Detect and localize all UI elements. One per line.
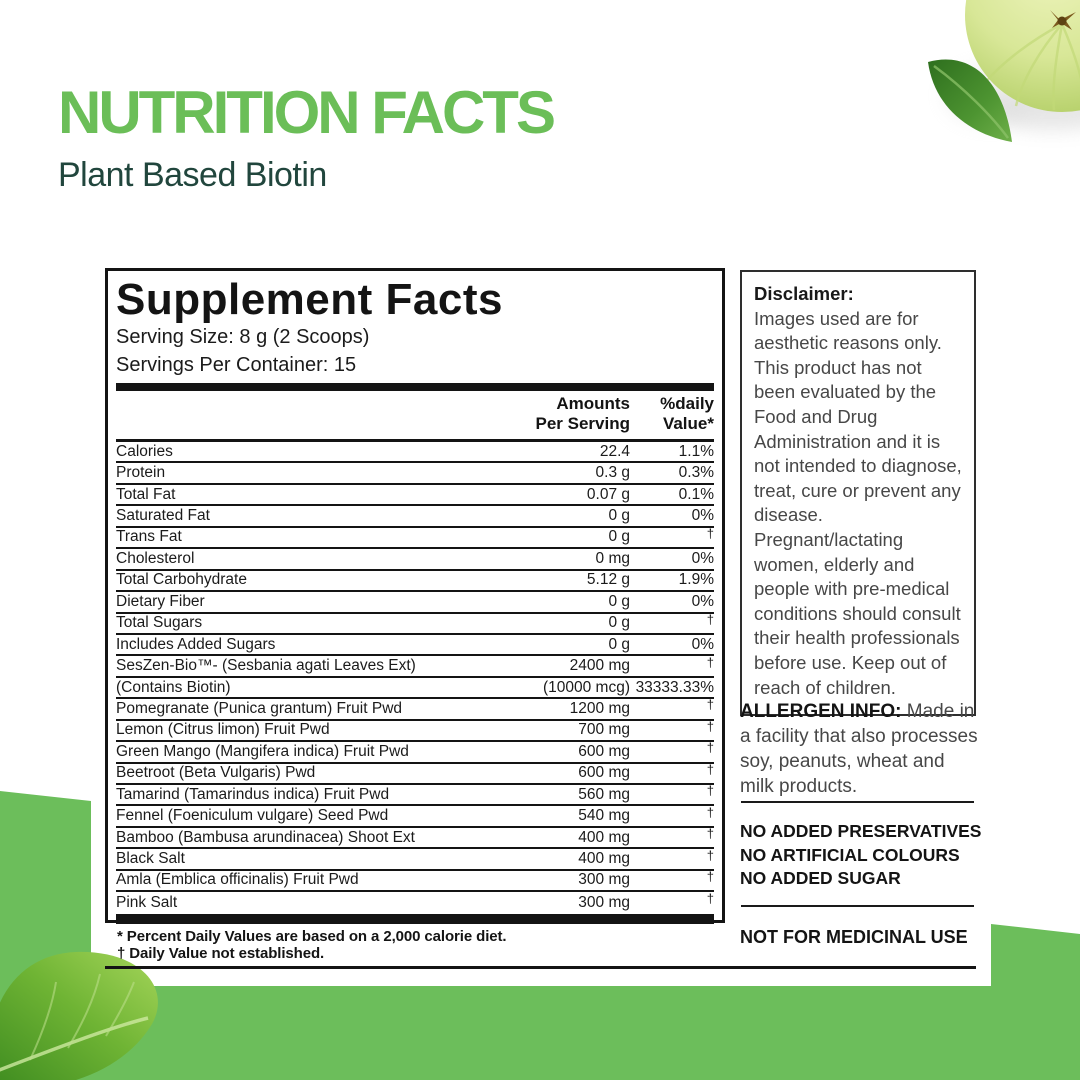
ingredient-name: Includes Added Sugars [116, 635, 276, 653]
table-row [116, 463, 714, 484]
ingredient-amount: 0 mg [595, 549, 630, 567]
page-subtitle: Plant Based Biotin [58, 156, 327, 194]
ingredient-daily-value: † [706, 611, 714, 627]
ingredient-amount: 0.07 g [586, 485, 630, 503]
ingredient-daily-value: † [706, 718, 714, 734]
ingredient-amount: (10000 mcg) [542, 678, 630, 696]
supplement-rows [116, 442, 714, 914]
ingredient-name: Pink Salt [116, 893, 178, 911]
ingredient-name: Beetroot (Beta Vulgaris) Pwd [116, 764, 316, 782]
ingredient-amount: 0.3 g [595, 464, 630, 482]
ingredient-daily-value: † [706, 804, 714, 820]
ingredient-amount: 5.12 g [586, 571, 630, 589]
allergen-text: Made in a facility that also processes soy, peanuts, wheat and milk products. [740, 701, 978, 797]
disclaimer-title: Disclaimer: [754, 283, 854, 304]
medicinal-note: NOT FOR MEDICINAL USE [740, 927, 968, 947]
ingredient-daily-value: 0% [691, 507, 714, 525]
footnote-dv-not-established: † Daily Value not established. [117, 945, 325, 962]
page-title: NUTRITION FACTS [58, 79, 553, 146]
ingredient-name: Calories [116, 442, 173, 460]
allergen-label: ALLERGEN INFO: [740, 701, 902, 722]
ingredient-name: Green Mango (Mangifera indica) Fruit Pwd [116, 742, 409, 760]
ingredient-name: Pomegranate (Punica grantum) Fruit Pwd [116, 699, 403, 717]
ingredient-daily-value: † [706, 826, 714, 842]
table-row [116, 506, 714, 527]
ingredient-daily-value: † [706, 847, 714, 863]
table-row [116, 525, 714, 549]
ingredient-daily-value: † [706, 697, 714, 713]
disclaimer-body: Images used are for aesthetic reasons only. This product has not been evaluated by the Food and Drug Administration and it is not intended to diagnose, treat, cure or prevent any disease. Pregnant/lactating women, elderly and people with pre-medical conditions should consult their health professionals before use. Keep out of reach of children. [754, 307, 962, 698]
table-row [116, 699, 714, 720]
ingredient-amount: 0 g [608, 507, 630, 525]
ingredient-name: Lemon (Citrus limon) Fruit Pwd [116, 721, 330, 739]
ingredient-name: Trans Fat [116, 528, 182, 546]
ingredient-amount: 400 mg [578, 850, 630, 868]
bottom-divider [105, 966, 976, 969]
page-header [58, 79, 553, 195]
table-row [116, 442, 714, 463]
ingredient-daily-value: 1.9% [678, 571, 714, 589]
ingredient-daily-value: † [706, 891, 714, 907]
ingredient-amount: 0 g [608, 528, 630, 546]
ingredient-amount: 300 mg [578, 893, 630, 911]
ingredient-name: Protein [116, 464, 166, 482]
ingredient-daily-value: 0.3% [678, 464, 714, 482]
separator-bar-bottom [116, 914, 714, 924]
ingredient-daily-value: 0.1% [678, 485, 714, 503]
ingredient-name: Fennel (Foeniculum vulgare) Seed Pwd [116, 807, 389, 825]
table-row [116, 785, 714, 806]
table-row [116, 635, 714, 656]
table-row [116, 611, 714, 635]
serving-size: Serving Size: 8 g (2 Scoops) [116, 326, 370, 348]
ingredient-amount: 0 g [608, 592, 630, 610]
sidebar-divider-1 [741, 801, 974, 803]
ingredient-daily-value: † [706, 740, 714, 756]
ingredient-name: Cholesterol [116, 549, 195, 567]
table-row [116, 485, 714, 506]
ingredient-amount: 2400 mg [569, 657, 630, 675]
ingredient-daily-value: † [706, 525, 714, 541]
ingredient-name: SesZen-Bio™- (Sesbania agati Leaves Ext) [116, 657, 416, 675]
servings-per-container: Servings Per Container: 15 [116, 353, 357, 376]
table-row [116, 718, 714, 742]
table-row [116, 571, 714, 592]
claims-list [740, 820, 981, 891]
amla-fruit-image [880, 0, 1080, 170]
table-row [116, 549, 714, 570]
ingredient-name: Dietary Fiber [116, 592, 205, 610]
ingredient-name: Total Carbohydrate [116, 571, 247, 589]
ingredient-name: Black Salt [116, 850, 185, 868]
ingredient-amount: 700 mg [578, 721, 630, 739]
ingredient-name: Total Fat [116, 485, 176, 503]
table-row [116, 868, 714, 892]
ingredient-name: Amla (Emblica officinalis) Fruit Pwd [116, 871, 359, 889]
sidebar-divider-2 [741, 905, 974, 907]
ingredient-name: Saturated Fat [116, 507, 210, 525]
table-row [116, 678, 714, 699]
ingredient-daily-value: 1.1% [678, 442, 714, 460]
separator-bar-thick [116, 383, 714, 391]
ingredient-amount: 1200 mg [569, 699, 630, 717]
table-row [116, 892, 714, 913]
allergen-info [740, 699, 980, 799]
ingredient-daily-value: 0% [691, 549, 714, 567]
supplement-facts-panel [105, 268, 725, 923]
table-row [116, 828, 714, 849]
claim-no-artificial-colours: NO ARTIFICIAL COLOURS [740, 844, 960, 865]
ingredient-amount: 0 g [608, 614, 630, 632]
table-row [116, 742, 714, 763]
ingredient-amount: 22.4 [599, 442, 630, 460]
footnotes [117, 928, 507, 962]
ingredient-amount: 600 mg [578, 764, 630, 782]
table-row [116, 806, 714, 827]
ingredient-name: Total Sugars [116, 614, 203, 632]
ingredient-name: Tamarind (Tamarindus indica) Fruit Pwd [116, 785, 390, 803]
table-row [116, 656, 714, 677]
column-header-amounts: Amounts Per Serving [535, 394, 630, 433]
disclaimer-box [740, 270, 976, 716]
table-row [116, 592, 714, 613]
ingredient-daily-value: † [706, 868, 714, 884]
claim-no-preservatives: NO ADDED PRESERVATIVES [740, 821, 982, 841]
ingredient-amount: 400 mg [578, 828, 630, 846]
ingredient-amount: 600 mg [578, 742, 630, 760]
table-row [116, 849, 714, 870]
column-header-daily-value: %daily Value* [660, 394, 714, 433]
supplement-facts-title: Supplement Facts [116, 275, 503, 324]
claim-no-added-sugar: NO ADDED SUGAR [740, 868, 901, 888]
ingredient-daily-value: † [706, 783, 714, 799]
ingredient-daily-value: 0% [691, 635, 714, 653]
column-header-row [116, 394, 714, 437]
ingredient-daily-value: † [706, 761, 714, 777]
ingredient-amount: 0 g [608, 635, 630, 653]
ingredient-daily-value: † [706, 654, 714, 670]
table-row [116, 761, 714, 785]
footnote-daily-values: * Percent Daily Values are based on a 2,000 calorie diet. [117, 928, 507, 945]
ingredient-name: (Contains Biotin) [116, 678, 231, 696]
ingredient-daily-value: 0% [691, 592, 714, 610]
ingredient-amount: 560 mg [578, 785, 630, 803]
ingredient-name: Bamboo (Bambusa arundinacea) Shoot Ext [116, 828, 415, 846]
ingredient-amount: 540 mg [578, 807, 630, 825]
ingredient-daily-value: 33333.33% [635, 678, 714, 696]
ingredient-amount: 300 mg [578, 871, 630, 889]
